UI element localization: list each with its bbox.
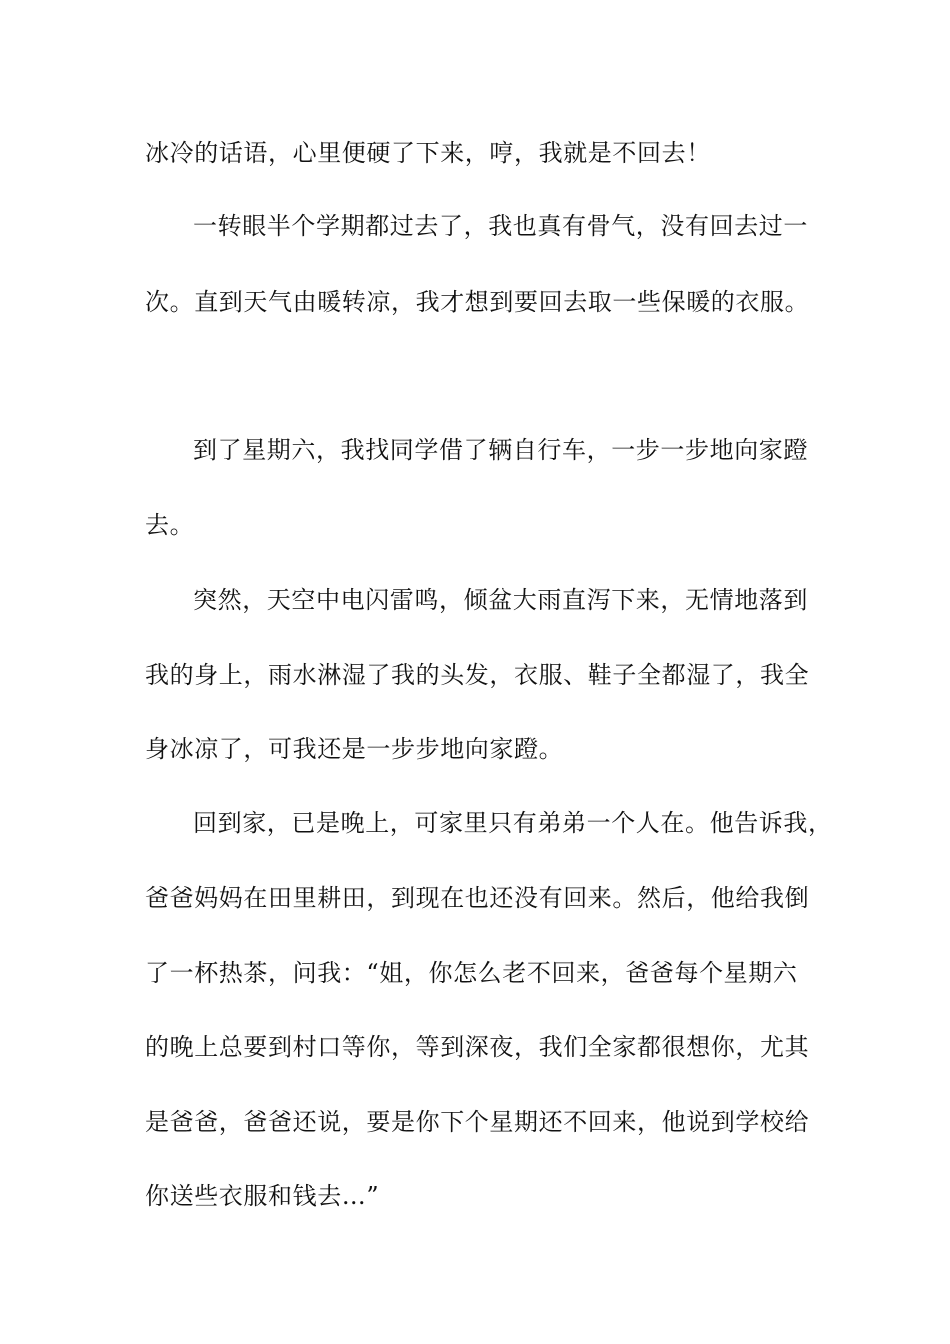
text-line: 身冰凉了，可我还是一步步地向家蹬。 [145, 735, 564, 763]
text-line: 我的身上，雨水淋湿了我的头发，衣服、鞋子全都湿了，我全 [145, 661, 810, 689]
paragraph-first-line: 一转眼半个学期都过去了，我也真有骨气，没有回去过一 [193, 212, 808, 240]
paragraph-first-line: 到了星期六，我找同学借了辆自行车，一步一步地向家蹬 [193, 436, 808, 464]
text-line: 你送些衣服和钱去…” [145, 1182, 380, 1210]
text-line: 的晚上总要到村口等你，等到深夜，我们全家都很想你，尤其 [145, 1033, 810, 1061]
text-line: 是爸爸，爸爸还说，要是你下个星期还不回来，他说到学校给 [145, 1108, 810, 1136]
paragraph-first-line: 回到家，已是晚上，可家里只有弟弟一个人在。他告诉我， [193, 809, 833, 837]
text-line: 去。 [145, 511, 195, 539]
text-line: 次。直到天气由暖转凉，我才想到要回去取一些保暖的衣服。 [145, 288, 810, 316]
text-line: 冰冷的话语，心里便硬了下来，哼，我就是不回去！ [145, 139, 711, 167]
text-line: 了一杯热茶，问我：“姐，你怎么老不回来，爸爸每个星期六 [145, 959, 798, 987]
paragraph-first-line: 突然，天空中电闪雷鸣，倾盆大雨直泻下来，无情地落到 [193, 586, 808, 614]
text-line: 爸爸妈妈在田里耕田，到现在也还没有回来。然后，他给我倒 [145, 884, 810, 912]
